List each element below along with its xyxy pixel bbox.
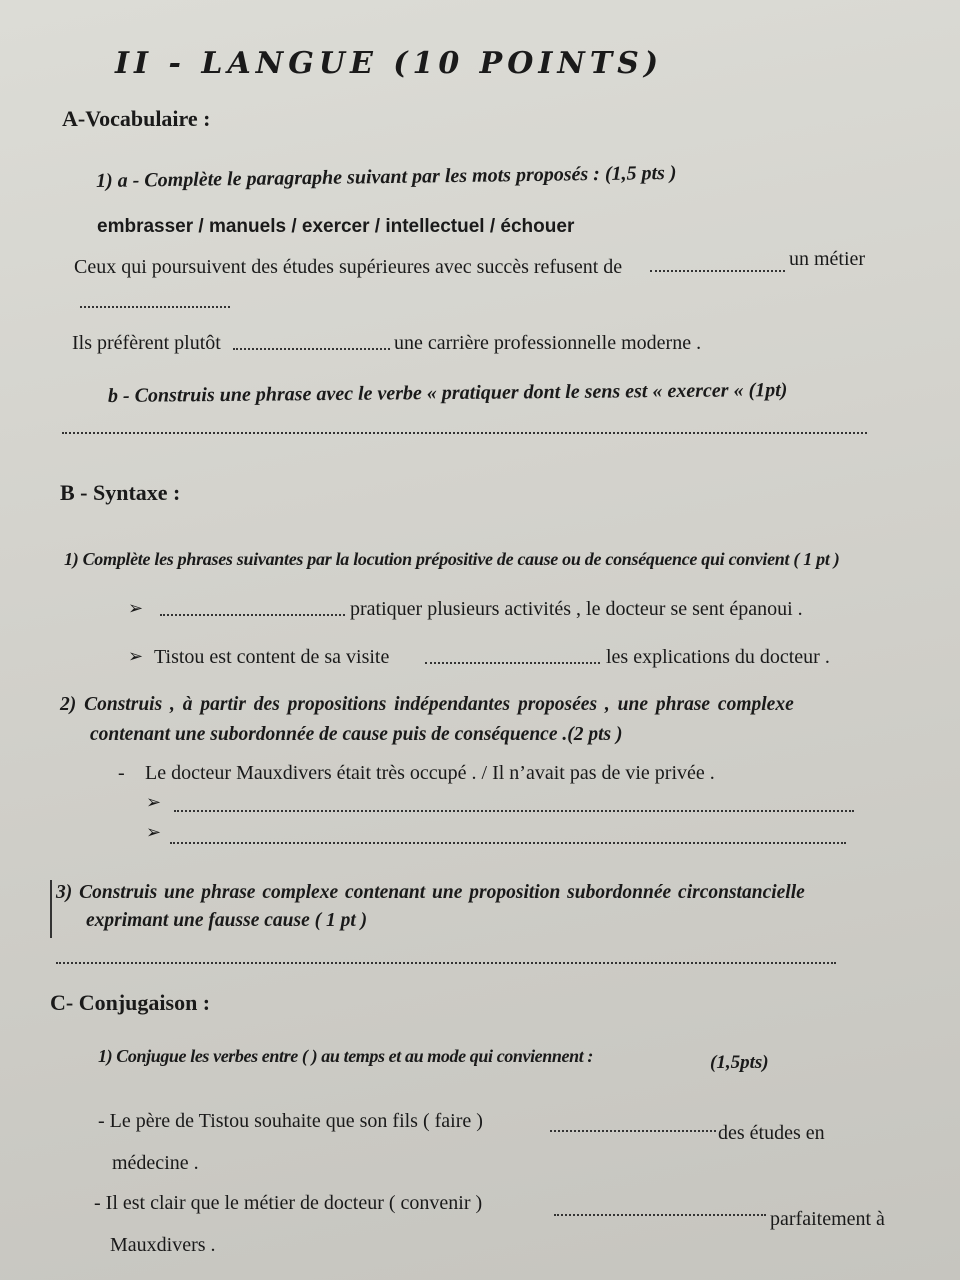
blank-c1-1[interactable] [550,1126,716,1132]
question-a1a: 1) a - Complète le paragraphe suivant par les mots proposés : (1,5 pts ) [95,161,677,193]
sentence-c1-2a: - Il est clair que le métier de docteur ( convenir ) [94,1192,483,1214]
margin-bar [50,880,52,938]
blank-b1-2[interactable] [425,658,600,664]
page-title: II - LANGUE (10 POINTS) [115,46,664,81]
sentence-c1-2b: parfaitement à [770,1208,885,1230]
question-b2-line2: contenant une subordonnée de cause puis de conséquence .(2 pts ) [90,724,623,745]
sentence-b1-2b: les explications du docteur . [606,646,830,668]
sentence-c1-1b: des études en [718,1122,825,1144]
dash-bullet: - [118,762,125,784]
blank-3[interactable] [233,344,390,350]
paragraph-line-2: Ils préfèrent plutôt [72,332,221,354]
blank-1[interactable] [650,266,785,272]
arrow-bullet-icon: ➢ [146,822,162,843]
answer-line-b2-1[interactable] [174,806,854,812]
conjugaison-heading: C- Conjugaison : [50,990,211,1015]
sentence-c1-2c: Mauxdivers . [110,1234,216,1256]
answer-line-a1b[interactable] [62,428,867,434]
arrow-bullet-icon: ➢ [146,792,162,813]
question-b2-line1: 2) Construis , à partir des propositions indépendantes proposées , une phrase complexe [60,694,794,715]
paragraph-line-1: Ceux qui poursuivent des études supérieures avec succès refusent de [74,256,623,278]
arrow-bullet-icon: ➢ [128,598,144,619]
arrow-bullet-icon: ➢ [128,646,144,667]
question-b3-line1: 3) Construis une phrase complexe contenant une proposition subordonnée circonstancielle [56,882,805,903]
question-c1-points: (1,5pts) [710,1052,769,1073]
sentence-c1-1c: médecine . [112,1152,199,1174]
question-b3-line2: exprimant une fausse cause ( 1 pt ) [86,910,368,931]
sentence-c1-1a: - Le père de Tistou souhaite que son fils ( faire ) [98,1110,483,1132]
answer-line-b3[interactable] [56,958,836,964]
question-c1: 1) Conjugue les verbes entre ( ) au temps et au mode qui conviennent : [98,1046,593,1066]
vocabulaire-heading: A-Vocabulaire : [62,106,211,131]
question-b1: 1) Complète les phrases suivantes par la locution prépositive de cause ou de conséquence qui convient ( 1 pt ) [64,549,840,569]
blank-2[interactable] [80,302,230,308]
blank-b1-1[interactable] [160,610,345,616]
blank-c1-2[interactable] [554,1210,766,1216]
paragraph-line-1-end: un métier [789,248,866,270]
answer-line-b2-2[interactable] [170,838,846,844]
question-a1b: b - Construis une phrase avec le verbe « pratiquer dont le sens est « exercer « (1pt) [107,379,788,407]
syntaxe-heading: B - Syntaxe : [60,480,181,505]
propositions-b2: Le docteur Mauxdivers était très occupé . / Il n’avait pas de vie privée . [145,762,715,784]
paragraph-line-2-end: une carrière professionnelle moderne . [394,332,702,354]
sentence-b1-2a: Tistou est content de sa visite [154,646,390,668]
word-list: embrasser / manuels / exercer / intellectuel / échouer [97,216,575,237]
sentence-b1-1: pratiquer plusieurs activités , le docteur se sent épanoui . [350,598,803,620]
